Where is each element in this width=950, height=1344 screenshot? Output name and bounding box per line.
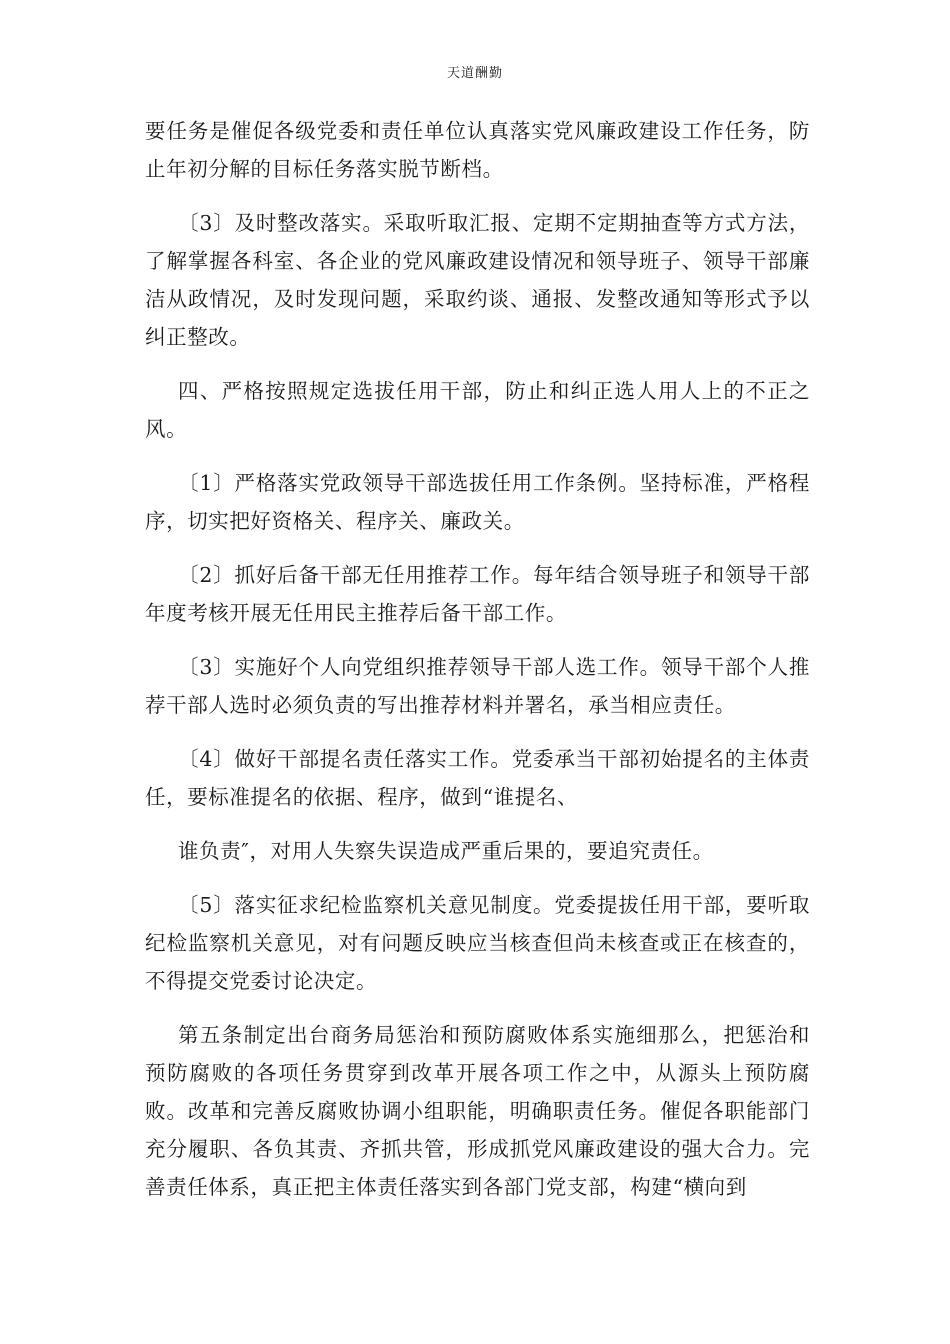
paragraph: 要任务是催促各级党委和责任单位认真落实党风廉政建设工作任务，防止年初分解的目标任务落实脱节断档。 (145, 119, 810, 181)
page-header: 天道酬勤 (446, 66, 503, 81)
paragraph: 谁负责″，对用人失察失误造成严重后果的，要追究责任。 (178, 839, 714, 863)
paragraph: 〔4〕做好干部提名责任落实工作。党委承当干部初始提名的主体责任，要标准提名的依据、程序，做到“谁提名、 (145, 747, 810, 809)
paragraph: 〔3〕实施好个人向党组织推荐领导干部人选工作。领导干部个人推荐干部人选时必须负责的写出推荐材料并署名，承当相应责任。 (145, 655, 810, 717)
paragraph: 〔1〕严格落实党政领导干部选拔任用工作条例。坚持标准，严格程序，切实把好资格关、程序关、廉政关。 (145, 471, 810, 533)
paragraph: 第五条制定出台商务局惩治和预防腐败体系实施细那么，把惩治和预防腐败的各项任务贯穿到改革开展各项工作之中，从源头上预防腐败。改革和完善反腐败协调小组职能，明确职责任务。催促各职能部门充分履职、各负其责、齐抓共管，形成抓党风廉政建设的强大合力。完善责任体系，真正把主体责任落实到各部门党支部，构建“横向到 (145, 1023, 810, 1199)
paragraph: 〔3〕及时整改落实。采取听取汇报、定期不定期抽查等方式方法，了解掌握各科室、各企业的党风廉政建设情况和领导班子、领导干部廉洁从政情况，及时发现问题，采取约谈、通报、发整改通知等形式予以纠正整改。 (145, 211, 810, 349)
document-body (145, 112, 810, 1222)
paragraph: 〔2〕抓好后备干部无任用推荐工作。每年结合领导班子和领导干部年度考核开展无任用民主推荐后备干部工作。 (145, 563, 810, 625)
section-heading: 四、严格按照规定选拔任用干部，防止和纠正选人用人上的不正之风。 (145, 379, 810, 441)
paragraph: 〔5〕落实征求纪检监察机关意见制度。党委提拔任用干部，要听取纪检监察机关意见，对有问题反映应当核查但尚未核查或正在核查的，不得提交党委讨论决定。 (145, 893, 810, 993)
